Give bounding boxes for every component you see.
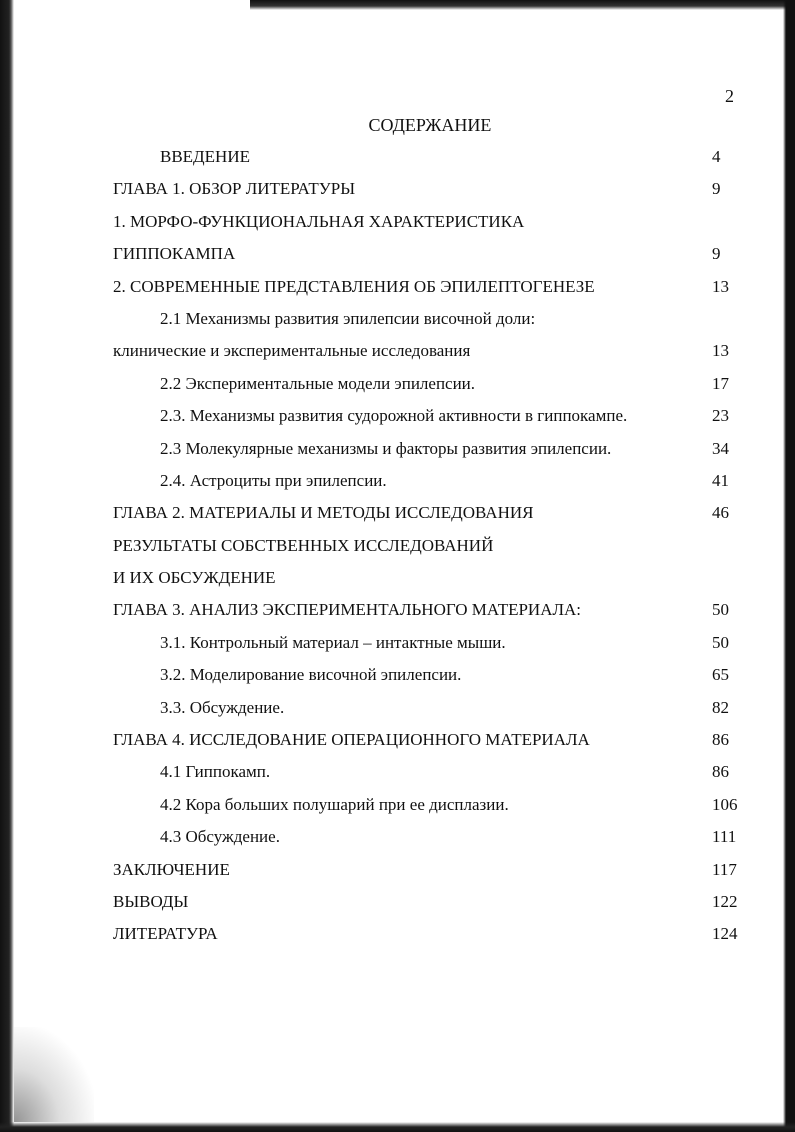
toc-entry: [0, 271, 795, 303]
toc-entry-label: 4.2 Кора больших полушарий при ее дисплазии.: [160, 794, 509, 814]
toc-entry-page: 86: [712, 730, 729, 750]
toc-entry-label: ГИППОКАМПА: [113, 244, 236, 264]
toc-entry-label: ЛИТЕРАТУРА: [113, 924, 218, 944]
toc-entry: [0, 692, 795, 724]
toc-entry-label: 1. МОРФО-ФУНКЦИОНАЛЬНАЯ ХАРАКТЕРИСТИКА: [113, 211, 525, 231]
toc-entry-label: ГЛАВА 3. АНАЛИЗ ЭКСПЕРИМЕНТАЛЬНОГО МАТЕРИАЛА:: [113, 600, 581, 620]
toc-entry-page: 41: [712, 470, 729, 490]
toc-entry: [0, 530, 795, 562]
toc-entry-page: 82: [712, 697, 729, 717]
toc-entry-label: И ИХ ОБСУЖДЕНИЕ: [113, 568, 276, 588]
page-number: 2: [725, 86, 734, 106]
toc-entry-page: 106: [712, 794, 738, 814]
toc-entry: [0, 433, 795, 465]
toc-entry: [0, 886, 795, 918]
toc-entry-label: 3.2. Моделирование височной эпилепсии.: [160, 665, 462, 685]
toc-entry: [0, 238, 795, 270]
toc-entry-label: РЕЗУЛЬТАТЫ СОБСТВЕННЫХ ИССЛЕДОВАНИЙ: [113, 535, 494, 555]
toc-entry-page: 50: [712, 632, 729, 652]
toc-entry-page: 23: [712, 406, 729, 426]
toc-entry-label: ГЛАВА 4. ИССЛЕДОВАНИЕ ОПЕРАЦИОННОГО МАТЕРИАЛА: [113, 730, 590, 750]
toc-entry-label: 2.1 Механизмы развития эпилепсии височной доли:: [160, 308, 536, 328]
toc-entry-label: ВЫВОДЫ: [113, 891, 189, 911]
toc-entry: [0, 918, 795, 950]
toc-entry-page: 9: [712, 179, 721, 199]
toc-entry-label: ГЛАВА 2. МАТЕРИАЛЫ И МЕТОДЫ ИССЛЕДОВАНИЯ: [113, 503, 534, 523]
scan-corner-shadow: [14, 1027, 94, 1122]
toc-entry: [0, 335, 795, 367]
toc-entry-label: клинические и экспериментальные исследования: [113, 341, 471, 361]
toc-entry: [0, 206, 795, 238]
toc-entry: [0, 465, 795, 497]
toc-entry-page: 124: [712, 924, 738, 944]
toc-entry-page: 117: [712, 859, 737, 879]
toc-entry: [0, 659, 795, 691]
page-title: СОДЕРЖАНИЕ: [368, 115, 492, 135]
toc-entry: [0, 400, 795, 432]
toc-entry: [0, 821, 795, 853]
toc-entry-label: 2.3 Молекулярные механизмы и факторы развития эпилепсии.: [160, 438, 612, 458]
toc-entry-label: 4.1 Гиппокамп.: [160, 762, 271, 782]
toc-entry-page: 9: [712, 244, 721, 264]
toc-entry-label: 3.3. Обсуждение.: [160, 697, 285, 717]
toc-entry: [0, 854, 795, 886]
toc-entry: [0, 562, 795, 594]
toc-entry-label: ГЛАВА 1. ОБЗОР ЛИТЕРАТУРЫ: [113, 179, 356, 199]
toc-entry-label: 2.4. Астроциты при эпилепсии.: [160, 470, 387, 490]
toc-entry-label: ЗАКЛЮЧЕНИЕ: [113, 859, 230, 879]
toc-entry: [0, 368, 795, 400]
toc-entry: [0, 789, 795, 821]
toc-entry: [0, 141, 795, 173]
toc-entry: [0, 594, 795, 626]
toc-entry-label: 2.2 Экспериментальные модели эпилепсии.: [160, 373, 476, 393]
toc-entry-page: 122: [712, 891, 738, 911]
toc-entry-page: 4: [712, 147, 721, 166]
toc-entry-page: 13: [712, 341, 729, 361]
toc-entry-page: 17: [712, 373, 729, 393]
toc-entry-page: 13: [712, 276, 729, 296]
toc-entry-label: ВВЕДЕНИЕ: [160, 147, 250, 166]
toc-entry-page: 65: [712, 665, 729, 685]
toc-entry-label: 2.3. Механизмы развития судорожной активности в гиппокампе.: [160, 406, 628, 426]
toc-entry: [0, 627, 795, 659]
toc-entry-label: 2. СОВРЕМЕННЫЕ ПРЕДСТАВЛЕНИЯ ОБ ЭПИЛЕПТОГЕНЕЗЕ: [113, 276, 595, 296]
scan-edge-top: [250, 0, 795, 10]
scan-edge-bottom: [0, 1122, 795, 1132]
toc-entry-page: 34: [712, 438, 729, 458]
toc-entry-page: 111: [712, 827, 737, 847]
toc-entry-page: 46: [712, 503, 729, 523]
toc-entry: [0, 173, 795, 205]
toc-entry: [0, 497, 795, 529]
toc-entry: [0, 756, 795, 788]
toc-entry-label: 4.3 Обсуждение.: [160, 827, 280, 847]
toc-entry: [0, 724, 795, 756]
toc-entry-label: 3.1. Контрольный материал – интактные мыши.: [160, 632, 506, 652]
toc-entry-page: 50: [712, 600, 729, 620]
toc-entry: [0, 303, 795, 335]
table-of-contents: [0, 141, 795, 951]
toc-entry-page: 86: [712, 762, 729, 782]
